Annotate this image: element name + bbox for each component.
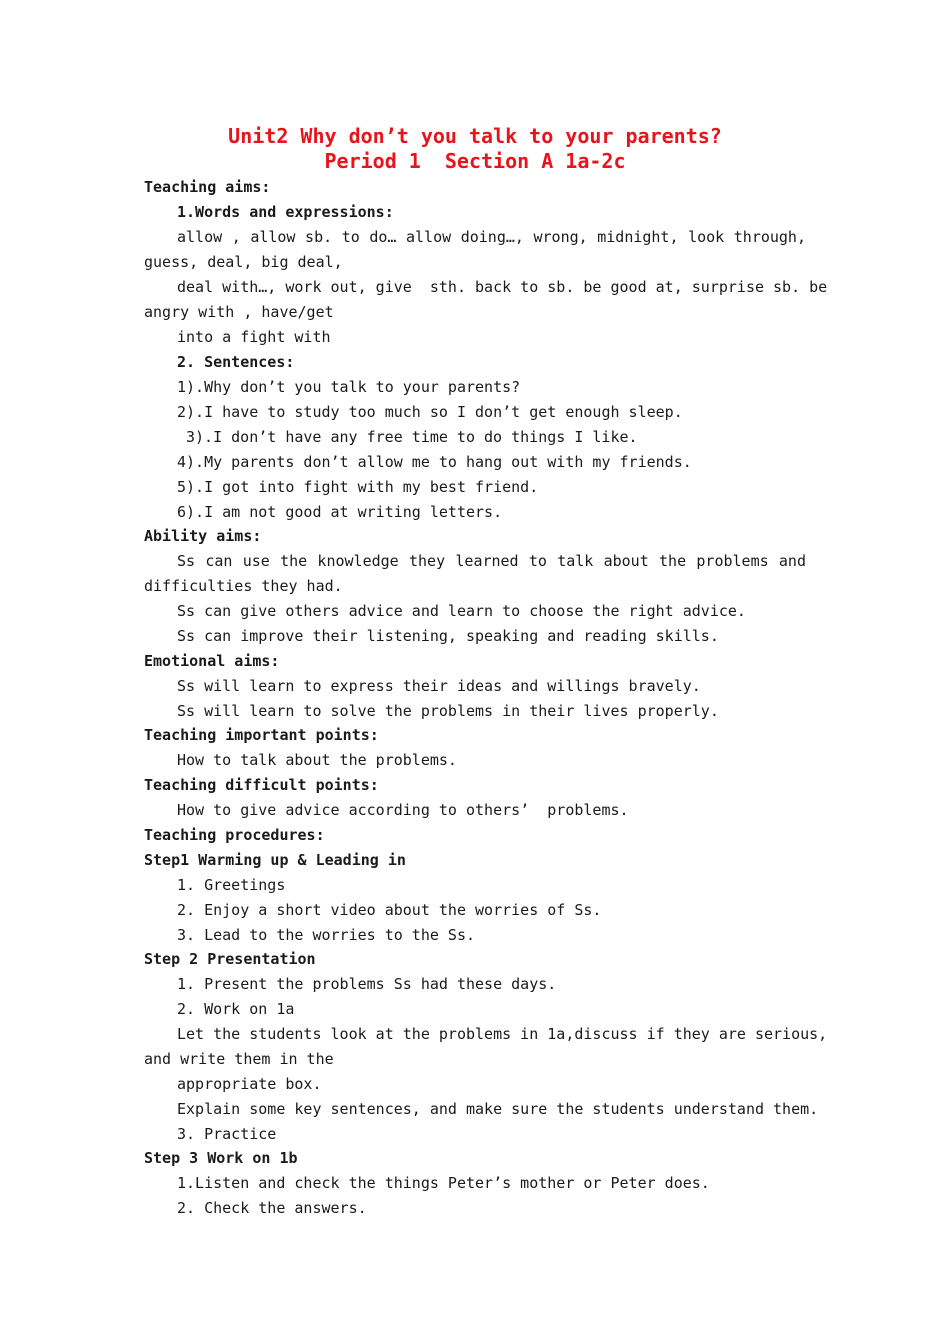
difficult-points-line: How to give advice according to others’ problems. bbox=[177, 801, 629, 819]
words-line: allow , allow sb. to do… allow doing…, wrong, midnight, look through, bbox=[177, 228, 806, 246]
step1-heading: Step1 Warming up & Leading in bbox=[144, 851, 406, 869]
step3-heading: Step 3 Work on 1b bbox=[144, 1149, 298, 1167]
title-line-1: Unit2 Why don’t you talk to your parents? bbox=[228, 124, 722, 148]
step2-item: 2. Work on 1a bbox=[177, 1000, 295, 1018]
step2-heading: Step 2 Presentation bbox=[144, 950, 316, 968]
step2-line: Explain some key sentences, and make sure the students understand them. bbox=[177, 1100, 819, 1118]
difficult-points-heading: Teaching difficult points: bbox=[144, 776, 379, 794]
step2-line: and write them in the bbox=[144, 1050, 334, 1068]
step3-item: 1.Listen and check the things Peter’s mother or Peter does. bbox=[177, 1174, 710, 1192]
emotional-line: Ss will learn to express their ideas and willings bravely. bbox=[177, 677, 701, 695]
emotional-aims-heading: Emotional aims: bbox=[144, 652, 280, 670]
step1-item: 3. Lead to the worries to the Ss. bbox=[177, 926, 476, 944]
ability-line: difficulties they had. bbox=[144, 577, 343, 595]
title-line-2: Period 1 Section A 1a-2c bbox=[324, 149, 626, 173]
teaching-aims-heading: Teaching aims: bbox=[144, 178, 271, 196]
ability-line: Ss can use the knowledge they learned to talk about the problems and bbox=[177, 552, 806, 570]
sentence-item: 3).I don’t have any free time to do things I like. bbox=[186, 428, 638, 446]
step2-line: appropriate box. bbox=[177, 1075, 322, 1093]
step1-item: 2. Enjoy a short video about the worries of Ss. bbox=[177, 901, 602, 919]
emotional-line: Ss will learn to solve the problems in their lives properly. bbox=[177, 702, 719, 720]
sentence-item: 6).I am not good at writing letters. bbox=[177, 503, 503, 521]
words-heading: 1.Words and expressions: bbox=[177, 203, 394, 221]
ability-aims-heading: Ability aims: bbox=[144, 527, 262, 545]
words-line: angry with , have/get bbox=[144, 303, 334, 321]
sentences-heading: 2. Sentences: bbox=[177, 353, 295, 371]
step3-item: 2. Check the answers. bbox=[177, 1199, 367, 1217]
important-points-line: How to talk about the problems. bbox=[177, 751, 457, 769]
important-points-heading: Teaching important points: bbox=[144, 726, 379, 744]
step1-item: 1. Greetings bbox=[177, 876, 286, 894]
words-line: into a fight with bbox=[177, 328, 331, 346]
sentence-item: 5).I got into fight with my best friend. bbox=[177, 478, 539, 496]
step2-item: 3. Practice bbox=[177, 1125, 277, 1143]
sentence-item: 2).I have to study too much so I don’t get enough sleep. bbox=[177, 403, 683, 421]
procedures-heading: Teaching procedures: bbox=[144, 826, 325, 844]
sentence-item: 4).My parents don’t allow me to hang out with my friends. bbox=[177, 453, 692, 471]
ability-line: Ss can improve their listening, speaking and reading skills. bbox=[177, 627, 719, 645]
sentence-item: 1).Why don’t you talk to your parents? bbox=[177, 378, 521, 396]
ability-line: Ss can give others advice and learn to choose the right advice. bbox=[177, 602, 746, 620]
words-line: guess, deal, big deal, bbox=[144, 253, 343, 271]
step2-line: Let the students look at the problems in 1a,discuss if they are serious, bbox=[177, 1025, 828, 1043]
step2-item: 1. Present the problems Ss had these days. bbox=[177, 975, 557, 993]
words-line: deal with…, work out, give sth. back to sb. be good at, surprise sb. be bbox=[177, 278, 828, 296]
